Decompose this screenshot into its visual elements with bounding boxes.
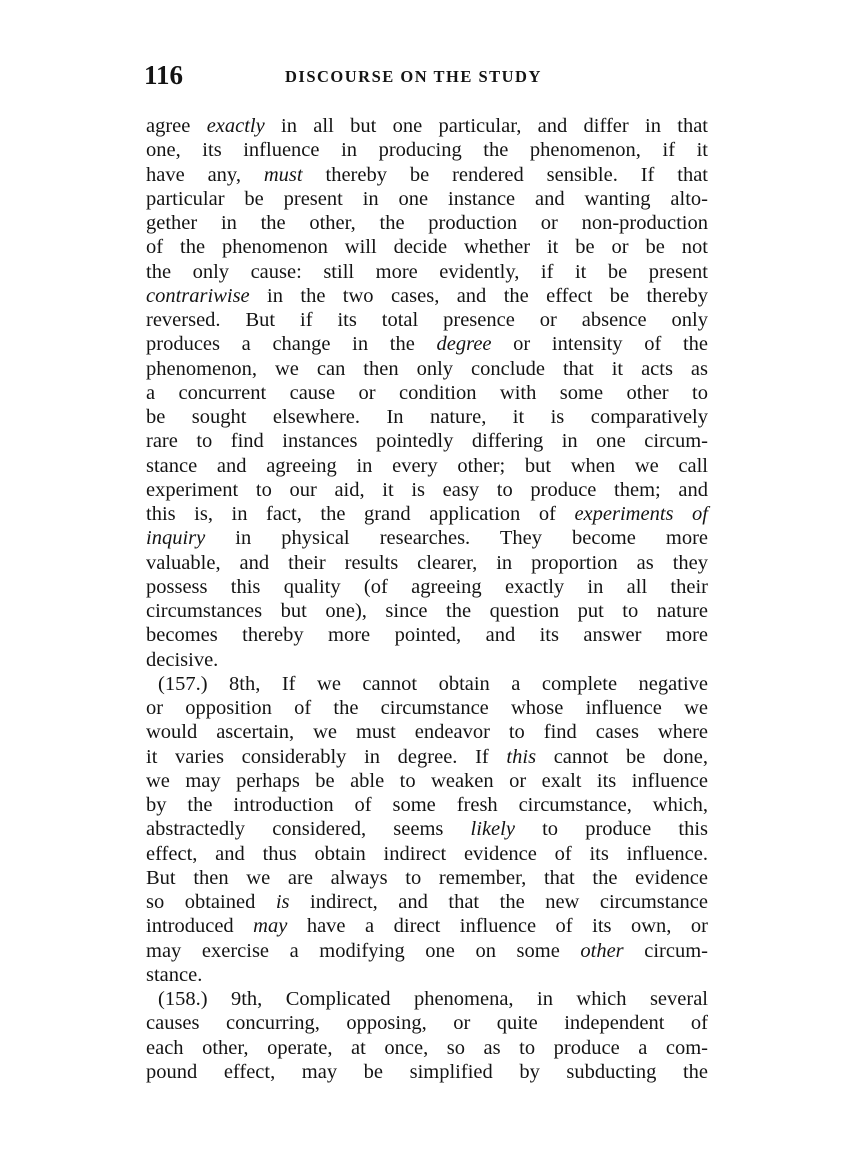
italic-text: inquiry xyxy=(146,527,206,550)
text-segment: (157.) 8th, If we cannot obtain a complete negative xyxy=(158,672,708,695)
text-line xyxy=(146,1060,708,1084)
text-segment: agree xyxy=(146,115,207,137)
text-segment: the only cause: still more evidently, if it be present xyxy=(146,260,708,283)
text-segment: phenomenon, we can then only conclude that it acts as xyxy=(146,357,708,380)
italic-text: must xyxy=(263,163,303,186)
text-segment: would ascertain, we must endeavor to find cases where xyxy=(146,721,708,744)
italic-text: is xyxy=(275,891,290,913)
text-line xyxy=(146,138,708,162)
text-segment: stance. xyxy=(146,963,203,986)
text-segment: a concurrent cause or condition with some other to xyxy=(146,381,708,404)
italic-text: experiments of xyxy=(574,503,708,525)
text-segment: so obtained xyxy=(146,891,276,913)
text-segment: of the phenomenon will decide whether it be or be not xyxy=(146,236,708,259)
text-line xyxy=(146,284,708,308)
text-line xyxy=(146,769,708,793)
text-segment: we may perhaps be able to weaken or exalt its influence xyxy=(146,769,708,792)
text-segment: experiment to our aid, it is easy to produce them; and xyxy=(146,478,708,501)
text-line xyxy=(146,502,708,526)
text-line xyxy=(146,163,708,187)
text-segment: But then we are always to remember, that the evidence xyxy=(146,866,708,889)
text-segment: in physical researches. They become more xyxy=(205,527,708,550)
running-head: DISCOURSE ON THE STUDY xyxy=(285,67,542,86)
text-line xyxy=(146,720,708,744)
text-segment: abstractedly considered, seems xyxy=(146,818,471,841)
text-segment: in the two cases, and the effect be thereby xyxy=(249,284,708,307)
text-segment: produces a change in the xyxy=(146,333,437,356)
text-segment: to produce this xyxy=(514,818,709,841)
text-line xyxy=(146,429,708,453)
page-number: 116 xyxy=(144,60,184,90)
text-segment: reversed. But if its total presence or absence only xyxy=(146,309,708,331)
text-segment: gether in the other, the production or non-production xyxy=(146,212,708,234)
text-line xyxy=(146,551,708,575)
text-line xyxy=(146,890,708,914)
italic-text: other xyxy=(580,939,624,962)
text-line xyxy=(146,526,708,550)
text-line xyxy=(146,1011,708,1035)
text-line xyxy=(146,939,708,963)
text-segment: may exercise a modifying one on some xyxy=(146,939,581,962)
text-line xyxy=(146,866,708,890)
text-segment: indirect, and that the new circumstance xyxy=(289,891,708,913)
text-segment: introduced xyxy=(146,915,254,938)
text-segment: by the introduction of some fresh circumstance, which, xyxy=(146,794,708,816)
text-segment: have any, xyxy=(146,163,264,186)
italic-text: exactly xyxy=(206,115,265,137)
text-line xyxy=(146,842,708,866)
text-line xyxy=(146,817,708,841)
text-line xyxy=(146,623,708,647)
text-line xyxy=(146,914,708,938)
text-line xyxy=(146,963,708,987)
italic-text: contrariwise xyxy=(146,284,250,307)
text-segment: pound effect, may be simplified by subducting the xyxy=(146,1060,708,1083)
text-segment: rare to find instances pointedly differing in one circum- xyxy=(146,430,708,453)
text-line xyxy=(146,575,708,599)
text-segment: becomes thereby more pointed, and its answer more xyxy=(146,624,708,647)
text-line xyxy=(146,381,708,405)
text-segment: each other, operate, at once, so as to produce a com- xyxy=(146,1036,708,1059)
text-segment: be sought elsewhere. In nature, it is comparatively xyxy=(146,406,708,428)
text-line xyxy=(146,599,708,623)
text-segment: possess this quality (of agreeing exactly in all their xyxy=(146,575,708,598)
text-segment: valuable, and their results clearer, in proportion as they xyxy=(146,551,708,574)
text-segment: or opposition of the circumstance whose influence we xyxy=(146,697,708,719)
text-line xyxy=(146,745,708,769)
text-segment: this is, in fact, the grand application of xyxy=(146,503,575,525)
text-line xyxy=(146,260,708,284)
text-segment: it varies considerably in degree. If xyxy=(146,745,507,768)
text-line xyxy=(146,454,708,478)
text-line xyxy=(146,235,708,259)
text-segment: cannot be done, xyxy=(536,745,709,768)
italic-text: this xyxy=(506,745,537,768)
text-line xyxy=(146,357,708,381)
text-line xyxy=(146,114,708,138)
text-line xyxy=(146,308,708,332)
text-line xyxy=(146,696,708,720)
text-segment: (158.) 9th, Complicated phenomena, in which several xyxy=(158,988,708,1010)
text-line xyxy=(146,672,708,696)
text-segment: in all but one particular, and differ in that xyxy=(264,115,708,137)
body-text xyxy=(146,114,708,1084)
text-line xyxy=(146,987,708,1011)
text-segment: particular be present in one instance and wanting alto- xyxy=(146,187,708,210)
text-segment: thereby be rendered sensible. If that xyxy=(302,163,708,186)
text-line xyxy=(146,187,708,211)
text-line xyxy=(146,1036,708,1060)
text-line xyxy=(146,478,708,502)
italic-text: likely xyxy=(470,818,515,841)
text-line xyxy=(146,211,708,235)
text-segment: decisive. xyxy=(146,648,219,671)
text-line xyxy=(146,405,708,429)
text-segment: have a direct influence of its own, or xyxy=(287,915,708,938)
italic-text: degree xyxy=(436,333,492,356)
text-segment: causes concurring, opposing, or quite independent of xyxy=(146,1012,708,1035)
text-line xyxy=(146,332,708,356)
text-segment: stance and agreeing in every other; but when we call xyxy=(146,454,708,477)
text-line xyxy=(146,793,708,817)
italic-text: may xyxy=(253,915,288,938)
text-line xyxy=(146,648,708,672)
text-segment: circum- xyxy=(623,939,708,962)
text-segment: effect, and thus obtain indirect evidence of its influence. xyxy=(146,842,708,865)
text-segment: circumstances but one), since the question put to nature xyxy=(146,600,708,622)
text-segment: one, its influence in producing the phenomenon, if it xyxy=(146,139,708,162)
text-segment: or intensity of the xyxy=(491,333,709,356)
